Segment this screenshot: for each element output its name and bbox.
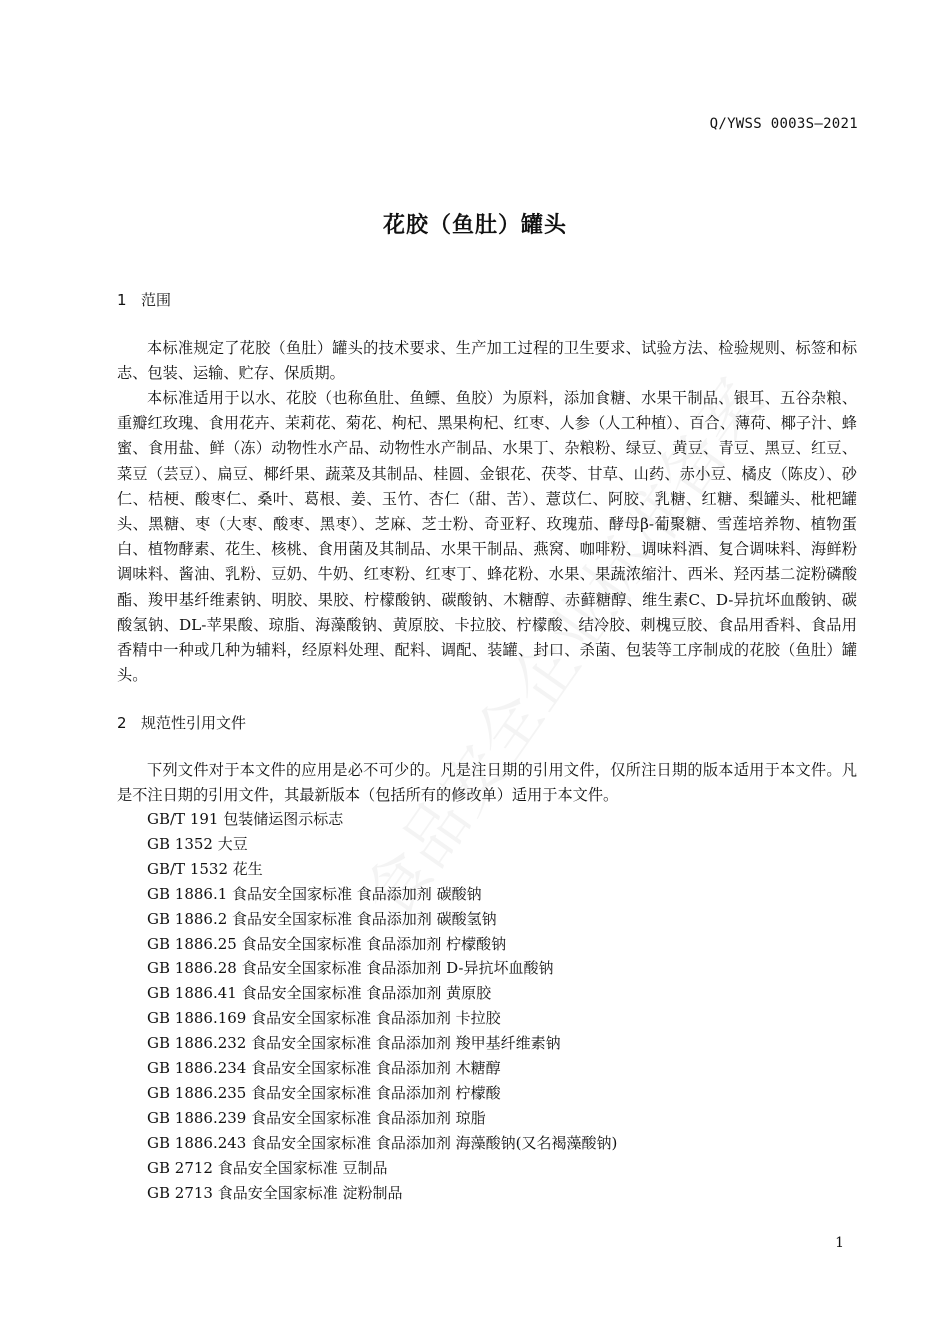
reference-item: GB 1886.235 食品安全国家标准 食品添加剂 柠檬酸: [147, 1083, 501, 1102]
reference-item: GB 1886.239 食品安全国家标准 食品添加剂 琼脂: [147, 1108, 486, 1127]
references-intro-paragraph: 下列文件对于本文件的应用是必不可少的。凡是注日期的引用文件，仅所注日期的版本适用于本文件。凡是不注日期的引用文件，其最新版本（包括所有的修改单）适用于本文件。: [117, 761, 857, 805]
reference-item: GB 1886.243 食品安全国家标准 食品添加剂 海藻酸钠(又名褐藻酸钠): [147, 1133, 618, 1152]
reference-item: GB 1886.28 食品安全国家标准 食品添加剂 D-异抗坏血酸钠: [147, 959, 554, 978]
reference-item: GB 1352 大豆: [147, 834, 248, 853]
scope-paragraph-1: 本标准规定了花胶（鱼肚）罐头的技术要求、生产加工过程的卫生要求、试验方法、检验规则、标签和标志、包装、运输、贮存、保质期。: [117, 339, 857, 383]
section-2-heading: [117, 712, 246, 733]
reference-item: GB/T 191 包装储运图示标志: [147, 810, 344, 828]
section-title: 规范性引用文件: [141, 714, 247, 732]
reference-item: GB 2713 食品安全国家标准 淀粉制品: [147, 1183, 403, 1202]
reference-item: GB 1886.2 食品安全国家标准 食品添加剂 碳酸氢钠: [147, 909, 497, 928]
reference-item: GB 1886.41 食品安全国家标准 食品添加剂 黄原胶: [147, 984, 492, 1003]
reference-item: GB 1886.232 食品安全国家标准 食品添加剂 羧甲基纤维素钠: [147, 1034, 561, 1053]
reference-item: GB 1886.25 食品安全国家标准 食品添加剂 柠檬酸钠: [147, 934, 507, 953]
section-number: 1: [117, 291, 127, 309]
scope-paragraph-2: 本标准适用于以水、花胶（也称鱼肚、鱼鳔、鱼胶）为原料，添加食糖、水果干制品、银耳、五谷杂粮、重瓣红玫瑰、食用花卉、茉莉花、菊花、枸杞、黑果枸杞、红枣、人参（人工种植）、百合、薄荷、椰子汁、蜂蜜、食用盐、鲜（冻）动物性水产品、动物性水产制品、水果丁、杂粮粉、绿豆、黄豆、青豆、黑豆、红豆、菜豆（芸豆）、扁豆、椰纤果、蔬菜及其制品、桂圆、金银花、茯苓、甘草、山药、赤小豆、橘皮（陈皮）、砂仁、桔梗、酸枣仁、桑叶、葛根、姜、玉竹、杏仁（甜、苦）、薏苡仁、阿胶、乳糖、红糖、梨罐头、枇杷罐头、黑糖、枣（大枣、酸枣、黑枣）、芝麻、芝士粉、奇亚籽、玫瑰茄、酵母β-葡聚糖、雪莲培养物、植物蛋白、植物酵素、花生、核桃、食用菌及其制品、水果干制品、燕窝、咖啡粉、调味料酒、复合调味料、海鲜粉调味料、酱油、乳粉、豆奶、牛奶、红枣粉、红枣丁、蜂花粉、水果、果蔬浓缩汁、西米、羟丙基二淀粉磷酸酯、羧甲基纤维素钠、明胶、果胶、柠檬酸钠、碳酸钠、木糖醇、赤藓糖醇、维生素C、D-异抗坏血酸钠、碳酸氢钠、DL-苹果酸、琼脂、海藻酸钠、黄原胶、卡拉胶、柠檬酸、结冷胶、刺槐豆胶、食品用香料、食品用香精中一种或几种为辅料，经原料处理、配料、调配、装罐、封口、杀菌、包装等工序制成的花胶（鱼肚）罐头。: [117, 389, 857, 685]
section-number: 2: [117, 714, 127, 732]
reference-item: GB 1886.1 食品安全国家标准 食品添加剂 碳酸钠: [147, 884, 482, 903]
reference-item: GB/T 1532 花生: [147, 859, 263, 878]
section-title: 范围: [141, 291, 172, 309]
standard-code: Q/YWSS 0003S—2021: [709, 116, 858, 132]
section-1-heading: [117, 289, 171, 310]
page-number: 1: [835, 1235, 844, 1251]
reference-item: GB 2712 食品安全国家标准 豆制品: [147, 1158, 388, 1177]
document-title: 花胶（鱼肚）罐头: [382, 213, 567, 238]
reference-item: GB 1886.234 食品安全国家标准 食品添加剂 木糖醇: [147, 1059, 501, 1078]
reference-item: GB 1886.169 食品安全国家标准 食品添加剂 卡拉胶: [147, 1009, 501, 1028]
reference-list: [147, 807, 617, 1206]
